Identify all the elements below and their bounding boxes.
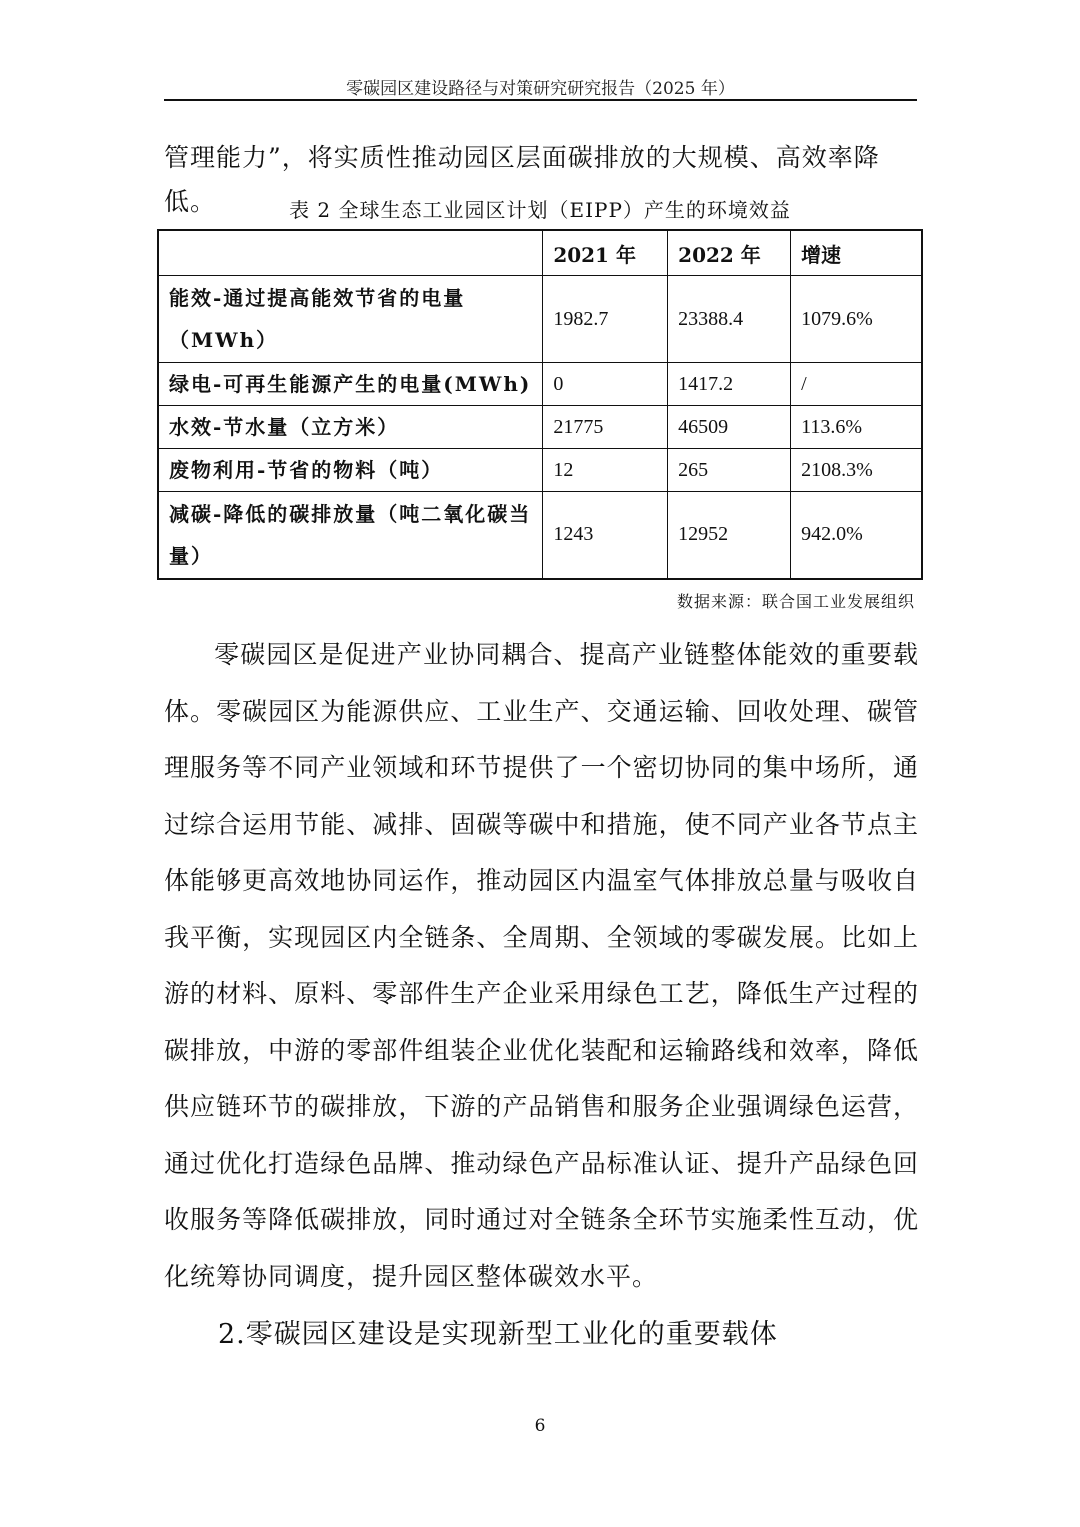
table-row xyxy=(158,492,922,579)
value-2022: 1417.2 xyxy=(668,363,791,406)
value-growth: 942.0% xyxy=(791,492,922,579)
environmental-benefits-table xyxy=(157,229,923,580)
value-2021: 12 xyxy=(543,449,668,492)
table-header-2021: 2021 年 xyxy=(543,230,668,276)
value-2021: 1243 xyxy=(543,492,668,579)
value-growth: / xyxy=(791,363,922,406)
header-divider xyxy=(164,99,917,101)
value-2021: 1982.7 xyxy=(543,276,668,363)
table-header-row xyxy=(158,230,922,276)
value-2022: 46509 xyxy=(668,406,791,449)
intro-paragraph-end: 管理能力”，将实质性推动园区层面碳排放的大规模、高效率降低。 xyxy=(164,143,880,216)
table-row xyxy=(158,406,922,449)
value-2021: 21775 xyxy=(543,406,668,449)
row-label: 水效-节水量（立方米） xyxy=(158,406,543,449)
value-2022: 265 xyxy=(668,449,791,492)
row-label: 废物利用-节省的物料（吨） xyxy=(158,449,543,492)
table-header-growth: 增速 xyxy=(791,230,922,276)
table-source-note: 数据来源：联合国工业发展组织 xyxy=(676,592,915,611)
running-header: 零碳园区建设路径与对策研究研究报告（2025 年） xyxy=(346,79,735,99)
value-2022: 12952 xyxy=(668,492,791,579)
paragraph-text: 零碳园区为能源供应、工业生产、交通运输、回收处理、碳管理服务等不同产业领域和环节提供了一个密切协同的集中场所，通过综合运用节能、减排、固碳等碳中和措施，使不同产业各节点主体能够更高效地协同运作，推动园区内温室气体排放总量与吸收自我平衡，实现园区内全链条、全周期、全领域的零碳发展。比如上游的材料、原料、零部件生产企业采用绿色工艺，降低生产过程的碳排放，中游的零部件组装企业优化装配和运输路线和效率，降低供应链环节的碳排放，下游的产品销售和服务企业强调绿色运营，通过优化打造绿色品牌、推动绿色产品标准认证、提升产品绿色回收服务等降低碳排放，同时通过对全链条全环节实施柔性互动，优化统筹协同调度，提升园区整体碳效水平。 xyxy=(164,696,919,1291)
table-row xyxy=(158,276,922,363)
table-header-empty xyxy=(158,230,543,276)
row-label: 减碳-降低的碳排放量（吨二氧化碳当量） xyxy=(158,492,543,579)
value-growth: 113.6% xyxy=(791,406,922,449)
value-growth: 2108.3% xyxy=(791,449,922,492)
value-2021: 0 xyxy=(543,363,668,406)
body-paragraph xyxy=(164,627,919,1305)
row-label: 能效-通过提高能效节省的电量（MWh） xyxy=(158,276,543,363)
table-row xyxy=(158,449,922,492)
table-row xyxy=(158,363,922,406)
table-caption: 表 2 全球生态工业园区计划（EIPP）产生的环境效益 xyxy=(289,198,791,222)
value-growth: 1079.6% xyxy=(791,276,922,363)
section-heading: 2.零碳园区建设是实现新型工业化的重要载体 xyxy=(218,1319,778,1350)
value-2022: 23388.4 xyxy=(668,276,791,363)
row-label: 绿电-可再生能源产生的电量(MWh) xyxy=(158,363,543,406)
lead-sentence: 零碳园区是促进产业协同耦合、提高产业链整体能效的重要载体。 xyxy=(164,640,919,726)
table-header-2022: 2022 年 xyxy=(668,230,791,276)
page-number: 6 xyxy=(534,1416,546,1436)
